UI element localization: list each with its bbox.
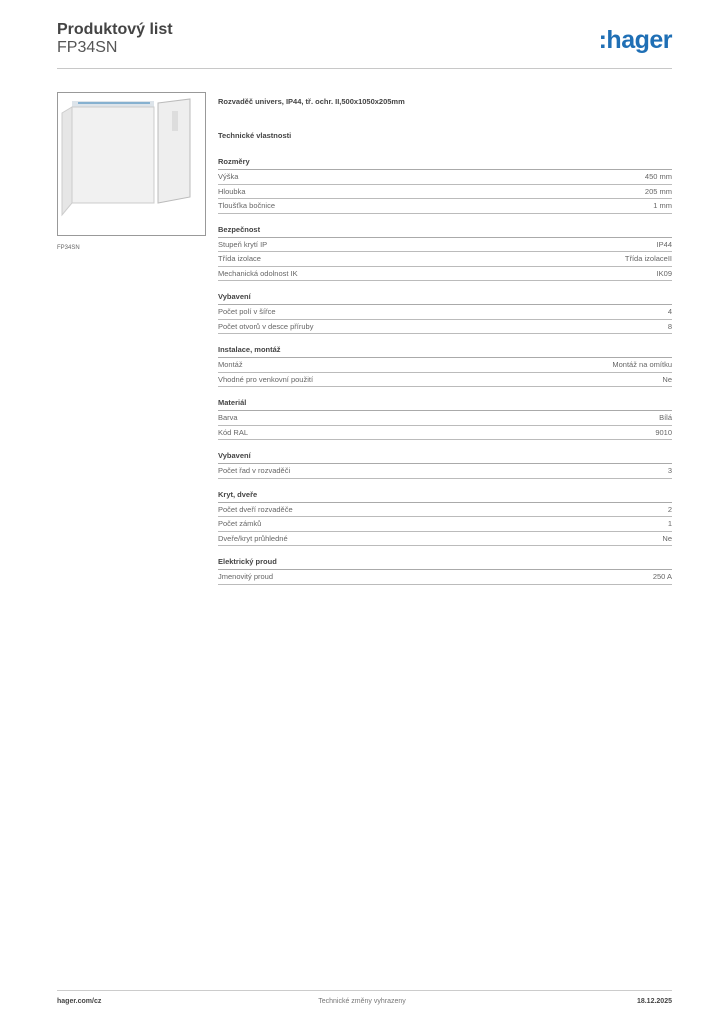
product-image	[57, 92, 206, 236]
spec-label: Počet otvorů v desce příruby	[218, 321, 314, 331]
spec-row	[218, 503, 672, 518]
spec-value: IK09	[656, 268, 672, 278]
spec-label: Montáž	[218, 360, 243, 369]
hager-logo: :hager	[598, 26, 672, 54]
spec-label: Počet polí v šířce	[218, 307, 276, 316]
spec-row	[218, 320, 672, 335]
spec-row	[218, 252, 672, 267]
spec-section-title: Vybavení	[218, 449, 672, 464]
spec-label: Jmenovitý proud	[218, 572, 274, 581]
spec-row	[218, 426, 672, 441]
spec-label: Hloubka	[218, 186, 246, 196]
spec-value: 4	[667, 307, 672, 316]
spec-row	[218, 238, 672, 253]
spec-label: Barva	[218, 413, 238, 422]
spec-value: 250 A	[652, 572, 672, 581]
spec-section-title: Elektrický proud	[218, 555, 672, 570]
spec-value: Třída izolaceII	[624, 254, 672, 263]
spec-value: 8	[667, 321, 672, 331]
spec-value: 1	[667, 519, 672, 528]
spec-section-title: Vybavení	[218, 290, 672, 305]
spec-label: Výška	[218, 172, 239, 181]
spec-section	[218, 488, 672, 547]
spec-value: Montáž na omítku	[612, 360, 672, 369]
footer-divider	[57, 990, 672, 991]
spec-value: 450 mm	[644, 172, 672, 181]
spec-value: Ne	[662, 374, 672, 384]
spec-row	[218, 411, 672, 426]
spec-value: 2	[667, 504, 672, 514]
image-caption: FP34SN	[57, 245, 80, 251]
spec-row	[218, 170, 672, 185]
spec-value: Bílá	[659, 413, 672, 422]
spec-section	[218, 449, 672, 479]
spec-section	[218, 155, 672, 214]
spec-row	[218, 517, 672, 532]
spec-label: Tloušťka bočnice	[218, 201, 276, 210]
spec-value: 9010	[655, 427, 672, 437]
spec-label: Počet řad v rozvaděči	[218, 466, 291, 475]
spec-value: 1 mm	[653, 201, 672, 210]
spec-row	[218, 373, 672, 388]
spec-label: Stupeň krytí IP	[218, 239, 268, 249]
spec-value: Ne	[662, 533, 672, 543]
spec-section	[218, 343, 672, 387]
product-description: Rozvaděč univers, IP44, tř. ochr. II,500x1050x205mm	[218, 97, 405, 106]
footer-note: Technické změny vyhrazeny	[318, 998, 406, 1005]
spec-row	[218, 570, 672, 585]
product-code: FP34SN	[57, 39, 118, 56]
spec-section-title: Rozměry	[218, 155, 672, 170]
spec-section-title: Instalace, montáž	[218, 343, 672, 358]
spec-label: Třída izolace	[218, 254, 261, 263]
spec-label: Počet dveří rozvaděče	[218, 504, 293, 514]
spec-row	[218, 358, 672, 373]
spec-label: Mechanická odolnost IK	[218, 268, 298, 278]
spec-value: 205 mm	[644, 186, 672, 196]
page-title: Produktový list	[57, 21, 173, 38]
footer-date: 18.12.2025	[636, 998, 672, 1005]
header-divider	[57, 68, 672, 69]
spec-row	[218, 267, 672, 282]
spec-section-title: Materiál	[218, 396, 672, 411]
spec-label: Počet zámků	[218, 519, 262, 528]
spec-label: Vhodné pro venkovní použití	[218, 374, 314, 384]
spec-value: IP44	[656, 239, 672, 249]
spec-section	[218, 290, 672, 334]
spec-row	[218, 305, 672, 320]
spec-table	[218, 155, 672, 594]
technical-properties-heading: Technické vlastnosti	[218, 131, 292, 140]
spec-row	[218, 199, 672, 214]
spec-section-title: Bezpečnost	[218, 223, 672, 238]
spec-label: Dveře/kryt průhledné	[218, 533, 288, 543]
footer-website[interactable]: hager.com/cz	[57, 998, 102, 1005]
spec-section-title: Kryt, dveře	[218, 488, 672, 503]
spec-row	[218, 464, 672, 479]
spec-section	[218, 223, 672, 282]
spec-label: Kód RAL	[218, 427, 249, 437]
spec-row	[218, 532, 672, 547]
spec-section	[218, 555, 672, 585]
spec-row	[218, 185, 672, 200]
spec-section	[218, 396, 672, 440]
spec-value: 3	[667, 466, 672, 475]
